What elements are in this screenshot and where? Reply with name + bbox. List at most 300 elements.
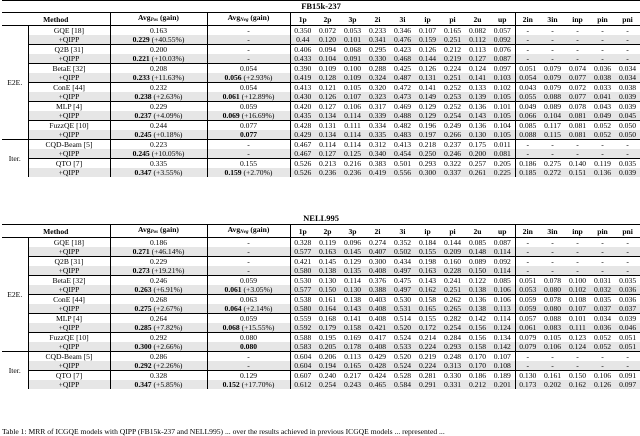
- metric-cell: 0.424: [365, 371, 390, 381]
- query-header: pin: [590, 13, 615, 26]
- metric-cell: 0.124: [465, 64, 490, 74]
- method-name: GQE [18]: [53, 238, 85, 247]
- metric-cell: 0.138: [468, 304, 487, 313]
- metric-cell: 0.300: [365, 257, 390, 267]
- metric-cell: 0.051: [615, 333, 640, 343]
- metric-cell: 0.473: [393, 92, 412, 101]
- metric-cell: 0.212: [440, 45, 465, 55]
- metric-cell: -: [551, 266, 554, 275]
- metric-cell: 0.607: [290, 371, 315, 381]
- metric-cell: 0.156: [465, 333, 490, 343]
- metric-cell: 0.134: [318, 130, 337, 139]
- metric-cell: 0.145: [343, 247, 362, 256]
- avg-pos-gain: (+2.26%): [151, 361, 183, 370]
- metric-cell: 0.130: [343, 285, 362, 294]
- metric-cell: -: [615, 140, 640, 150]
- avg-pos-value: [110, 314, 207, 324]
- avg-pos-gain: (+6.91%): [151, 285, 183, 294]
- metric-cell: 0.053: [343, 26, 362, 35]
- method-name: Q2B [31]: [28, 257, 110, 267]
- avg-pos-number: 0.237: [134, 111, 152, 120]
- metric-cell: 0.252: [440, 83, 465, 93]
- avg-pos-value: [110, 26, 207, 36]
- metric-cell: -: [576, 26, 579, 35]
- metric-cell: 0.038: [615, 83, 640, 93]
- method-name: +QIPP: [58, 380, 80, 389]
- metric-cell: 0.096: [343, 238, 362, 247]
- metric-cell: 0.165: [343, 361, 362, 370]
- table-row-baseline: [2, 121, 640, 131]
- metric-cell: -: [590, 45, 615, 55]
- metric-cell: 0.119: [590, 159, 615, 169]
- avg-neg-gain: (+2.93%): [241, 73, 273, 82]
- avg-neg-number: -: [247, 361, 250, 370]
- metric-cell: 0.106: [543, 342, 562, 351]
- avg-neg-value: [207, 159, 290, 169]
- metric-cell: 0.218: [415, 140, 440, 150]
- table-row-baseline: [2, 102, 640, 112]
- metric-cell: 0.172: [418, 323, 437, 332]
- metric-cell: 0.055: [515, 92, 540, 102]
- metric-cell: 0.035: [590, 295, 615, 305]
- metric-cell: -: [576, 35, 579, 44]
- avg-pos-gain: (+7.82%): [151, 323, 183, 332]
- avg-neg-number: 0.159: [224, 168, 242, 177]
- method-name: CQD-Beam [5]: [28, 140, 110, 150]
- avg-pos-number: 0.268: [149, 295, 168, 304]
- metric-cell: 0.408: [368, 266, 387, 275]
- metric-cell: 0.115: [544, 130, 561, 139]
- metric-cell: 0.434: [390, 257, 415, 267]
- metric-cell: 0.149: [418, 92, 437, 101]
- table-row-qipp: [2, 73, 640, 83]
- metric-cell: 0.201: [493, 380, 511, 389]
- metric-cell: 0.376: [365, 276, 390, 286]
- metric-cell: 0.237: [440, 140, 465, 150]
- metric-cell: 0.072: [565, 83, 590, 93]
- avg-neg-number: -: [247, 26, 250, 35]
- table-row-qipp: [2, 380, 640, 389]
- metric-cell: 0.102: [568, 285, 587, 294]
- metric-cell: 0.592: [290, 323, 315, 333]
- metric-cell: 0.088: [543, 92, 562, 101]
- metric-cell: 0.475: [390, 276, 415, 286]
- avg-pos-gain: (+5.85%): [151, 380, 183, 389]
- metric-cell: 0.417: [365, 333, 390, 343]
- method-name: +QIPP: [58, 168, 80, 177]
- metric-cell: 0.087: [493, 238, 511, 247]
- avg-pos-value: [110, 149, 207, 159]
- metric-cell: 0.246: [443, 149, 462, 158]
- avg-pos-gain: (+11.63%): [149, 73, 185, 82]
- metric-cell: 0.092: [490, 257, 515, 267]
- metric-cell: 0.141: [340, 314, 365, 324]
- avg-pos-number: 0.229: [132, 35, 150, 44]
- metric-cell: 0.125: [343, 149, 362, 158]
- query-header: pin: [590, 225, 615, 238]
- avg-pos-number: 0.264: [149, 314, 168, 323]
- table-row-baseline: [2, 45, 640, 55]
- method-name: QTO [7]: [28, 159, 110, 169]
- metric-cell: 0.079: [540, 64, 565, 74]
- metric-cell: 0.158: [343, 323, 362, 332]
- metric-cell: 0.117: [540, 121, 565, 131]
- metric-cell: 0.032: [593, 285, 612, 294]
- metric-cell: 0.107: [490, 352, 515, 362]
- metric-cell: 0.121: [315, 83, 340, 93]
- metric-cell: 0.136: [593, 168, 612, 177]
- query-header: up: [490, 225, 515, 238]
- metric-cell: 0.081: [568, 111, 587, 120]
- avg-neg-value: [207, 352, 290, 362]
- metric-cell: 0.141: [415, 83, 440, 93]
- metric-cell: -: [551, 238, 554, 247]
- avg-neg-number: -: [247, 149, 250, 158]
- metric-cell: 0.120: [318, 35, 337, 44]
- metric-cell: 0.089: [465, 257, 490, 267]
- avg-neg-number: 0.054: [239, 83, 258, 92]
- metric-cell: 0.584: [393, 380, 412, 389]
- query-header: inp: [565, 13, 590, 26]
- metric-cell: 0.488: [393, 111, 412, 120]
- metric-cell: 0.107: [418, 26, 437, 35]
- table-row-baseline: [2, 333, 640, 343]
- metric-cell: 0.320: [365, 83, 390, 93]
- metric-cell: 0.186: [465, 371, 490, 381]
- metric-cell: 0.140: [565, 159, 590, 169]
- table-caption: Table 1: MRR of ICGQE models with QIPP (FB15k-237 and NELL995) ... over the results achieved in previous ICGQE models ... represented ...: [2, 427, 445, 436]
- query-header: 3i: [390, 13, 415, 26]
- metric-cell: 0.413: [390, 140, 415, 150]
- metric-cell: 0.111: [569, 323, 586, 332]
- metric-cell: 0.243: [343, 380, 362, 389]
- metric-cell: 0.041: [593, 92, 612, 101]
- metric-cell: 0.240: [315, 371, 340, 381]
- table-row-qipp: [2, 149, 640, 159]
- metric-cell: 0.143: [468, 111, 487, 120]
- metric-cell: 0.165: [443, 26, 462, 35]
- metric-cell: 0.077: [568, 73, 587, 82]
- metric-cell: 0.107: [568, 304, 587, 313]
- metric-cell: 0.295: [365, 45, 390, 55]
- avg-pos-number: 0.229: [149, 102, 168, 111]
- avg-neg-header-label: Avg: [227, 225, 241, 234]
- avg-neg-value: [207, 64, 290, 74]
- metric-cell: 0.109: [315, 64, 340, 74]
- avg-pos-header-gain: (gain): [158, 225, 179, 234]
- metric-cell: 0.530: [290, 276, 315, 286]
- metric-cell: 0.186: [515, 159, 540, 169]
- metric-cell: 0.159: [418, 35, 437, 44]
- avg-neg-header: [207, 225, 290, 238]
- metric-cell: 0.206: [315, 352, 340, 362]
- metric-cell: 0.106: [490, 295, 515, 305]
- metric-cell: 0.324: [368, 73, 387, 82]
- metric-cell: 0.185: [515, 168, 540, 177]
- metric-cell: 0.189: [490, 371, 515, 381]
- metric-cell: 0.526: [290, 168, 315, 177]
- metric-cell: 0.388: [368, 285, 387, 294]
- metric-cell: 0.170: [465, 352, 490, 362]
- metric-cell: 0.252: [440, 102, 465, 112]
- metric-cell: -: [551, 54, 554, 63]
- avg-pos-gain: (+46.14%): [149, 247, 185, 256]
- metric-cell: 0.103: [493, 73, 511, 82]
- avg-pos-value: [110, 371, 207, 381]
- metric-cell: 0.331: [443, 380, 462, 389]
- metric-cell: 0.114: [344, 111, 361, 120]
- metric-cell: 0.214: [415, 333, 440, 343]
- metric-cell: 0.44: [290, 35, 315, 45]
- metric-cell: 0.421: [290, 257, 315, 267]
- metric-cell: -: [515, 238, 540, 248]
- table-row-qipp: [2, 111, 640, 121]
- metric-cell: 0.195: [315, 333, 340, 343]
- metric-cell: 0.261: [468, 168, 487, 177]
- avg-pos-number: 0.273: [132, 266, 150, 275]
- avg-pos-value: [110, 257, 207, 267]
- metric-cell: -: [601, 361, 604, 370]
- metric-cell: 0.197: [418, 130, 437, 139]
- metric-cell: 0.134: [318, 111, 337, 120]
- table-row-baseline: [2, 26, 640, 36]
- metric-cell: 0.108: [565, 295, 590, 305]
- metric-cell: 0.538: [290, 295, 315, 305]
- table-row-qipp: [2, 247, 640, 257]
- avg-pos-gain: (+2.67%): [151, 304, 183, 313]
- metric-cell: 0.408: [368, 304, 387, 313]
- metric-cell: 0.033: [590, 83, 615, 93]
- avg-neg-value: [207, 314, 290, 324]
- metric-cell: 0.079: [543, 73, 562, 82]
- metric-cell: -: [626, 247, 629, 256]
- metric-cell: 0.091: [343, 54, 362, 63]
- metric-cell: -: [515, 54, 540, 64]
- metric-cell: -: [540, 140, 565, 150]
- metric-cell: 0.085: [490, 276, 515, 286]
- avg-neg-value: [207, 371, 290, 381]
- metric-cell: 0.126: [593, 380, 612, 389]
- avg-neg-header-label: Avg: [227, 13, 241, 22]
- avg-neg-number: -: [247, 266, 250, 275]
- metric-cell: -: [590, 257, 615, 267]
- metric-cell: -: [626, 26, 629, 35]
- metric-cell: 0.337: [443, 168, 462, 177]
- metric-cell: -: [551, 247, 554, 256]
- metric-cell: 0.196: [415, 121, 440, 131]
- avg-neg-number: 0.061: [224, 285, 242, 294]
- metric-cell: 0.035: [615, 276, 640, 286]
- metric-cell: 0.011: [490, 140, 515, 150]
- metric-cell: 0.142: [493, 342, 511, 351]
- metric-cell: 0.039: [615, 102, 640, 112]
- avg-neg-number: -: [247, 238, 250, 247]
- metric-cell: 0.057: [493, 26, 511, 35]
- avg-pos-value: [110, 276, 207, 286]
- metric-cell: 0.074: [565, 64, 590, 74]
- metric-cell: 0.061: [515, 323, 540, 333]
- avg-pos-header-gain: (gain): [158, 13, 179, 22]
- metric-cell: -: [576, 247, 579, 256]
- metric-cell: 0.272: [543, 168, 562, 177]
- avg-neg-number: -: [247, 54, 250, 63]
- metric-cell: -: [515, 26, 540, 36]
- metric-cell: 0.604: [290, 361, 315, 371]
- metric-cell: 0.101: [343, 35, 362, 44]
- avg-pos-value: [110, 295, 207, 305]
- metric-cell: 0.079: [540, 83, 565, 93]
- metric-cell: 0.158: [468, 342, 487, 351]
- avg-neg-number: 0.077: [239, 130, 258, 139]
- metric-cell: 0.248: [440, 352, 465, 362]
- metric-cell: 0.113: [340, 352, 365, 362]
- metric-cell: 0.429: [365, 352, 390, 362]
- metric-cell: 0.158: [415, 295, 440, 305]
- metric-cell: 0.088: [540, 314, 565, 324]
- metric-cell: 0.130: [315, 276, 340, 286]
- avg-neg-value: [207, 323, 290, 333]
- metric-cell: 0.420: [290, 102, 315, 112]
- metric-cell: 0.148: [468, 247, 487, 256]
- avg-pos-gain: (+2.66%): [151, 342, 183, 351]
- table-row-qipp: [2, 54, 640, 64]
- metric-cell: 0.514: [390, 314, 415, 324]
- metric-cell: -: [626, 266, 629, 275]
- metric-cell: 0.130: [515, 371, 540, 381]
- metric-cell: 0.604: [290, 352, 315, 362]
- metric-cell: 0.341: [368, 35, 387, 44]
- avg-pos-number: 0.245: [132, 149, 150, 158]
- metric-cell: 0.425: [390, 64, 415, 74]
- metric-cell: 0.408: [365, 314, 390, 324]
- metric-cell: 0.139: [468, 92, 487, 101]
- table-row-qipp: [2, 266, 640, 276]
- metric-cell: 0.150: [468, 266, 487, 275]
- metric-cell: 0.150: [318, 285, 337, 294]
- metric-cell: 0.406: [290, 45, 315, 55]
- method-name: +QIPP: [58, 323, 80, 332]
- avg-pos-number: 0.328: [149, 371, 168, 380]
- method-name: FuzzQE [10]: [28, 121, 110, 131]
- group-label-e2e: E2E.: [2, 26, 28, 140]
- table-row-qipp: [2, 285, 640, 295]
- metric-cell: 0.113: [493, 304, 511, 313]
- table-row-qipp: [2, 92, 640, 102]
- metric-cell: 0.162: [568, 380, 587, 389]
- metric-cell: 0.035: [615, 159, 640, 169]
- metric-cell: 0.251: [443, 35, 462, 44]
- avg-pos-value: [110, 159, 207, 169]
- metric-cell: 0.160: [440, 257, 465, 267]
- metric-cell: 0.328: [290, 238, 315, 248]
- avg-pos-number: 0.163: [149, 26, 168, 35]
- metric-cell: 0.136: [465, 121, 490, 131]
- metric-cell: 0.163: [318, 247, 337, 256]
- avg-pos-number: 0.347: [134, 380, 152, 389]
- avg-pos-number: 0.200: [149, 45, 168, 54]
- metric-cell: 0.104: [543, 111, 562, 120]
- metric-cell: 0.469: [390, 102, 415, 112]
- metric-cell: 0.082: [468, 26, 487, 35]
- metric-cell: 0.105: [340, 83, 365, 93]
- metric-cell: 0.037: [619, 304, 637, 313]
- metric-cell: -: [551, 361, 554, 370]
- metric-cell: -: [601, 149, 604, 158]
- metric-cell: 0.251: [443, 73, 462, 82]
- metric-cell: -: [626, 35, 629, 44]
- metric-cell: 0.352: [393, 238, 412, 247]
- avg-pos-number: 0.233: [132, 73, 150, 82]
- table-row-baseline: [2, 140, 640, 150]
- avg-pos-value: [110, 247, 207, 257]
- metric-cell: 0.079: [515, 342, 540, 352]
- metric-cell: 0.119: [319, 238, 336, 247]
- metric-cell: 0.577: [290, 247, 315, 257]
- avg-neg-number: 0.080: [239, 342, 258, 351]
- avg-neg-number: 0.063: [239, 295, 258, 304]
- metric-cell: 0.114: [340, 140, 365, 150]
- metric-cell: 0.423: [390, 45, 415, 55]
- metric-cell: 0.403: [365, 295, 390, 305]
- avg-neg-number: 0.068: [222, 323, 240, 332]
- metric-cell: 0.428: [290, 121, 315, 131]
- metric-cell: -: [601, 238, 604, 247]
- metric-cell: 0.059: [515, 304, 540, 314]
- metric-cell: 0.106: [340, 102, 365, 112]
- avg-neg-value: [207, 295, 290, 305]
- metric-cell: 0.502: [393, 247, 412, 256]
- metric-cell: 0.225: [493, 168, 511, 177]
- avg-pos-gain: (+40.55%): [149, 35, 185, 44]
- metric-cell: 0.334: [365, 121, 390, 131]
- metric-cell: 0.151: [568, 168, 587, 177]
- avg-neg-number: -: [247, 45, 250, 54]
- metric-cell: 0.127: [318, 149, 337, 158]
- metric-cell: 0.114: [490, 314, 515, 324]
- metric-cell: 0.219: [443, 54, 462, 63]
- table-row-qipp: [2, 130, 640, 140]
- metric-cell: 0.577: [290, 285, 315, 295]
- metric-cell: 0.108: [493, 361, 511, 370]
- metric-cell: -: [515, 257, 540, 267]
- metric-cell: -: [615, 352, 640, 362]
- metric-cell: 0.249: [440, 121, 465, 131]
- metric-cell: 0.317: [365, 102, 390, 112]
- table-row-baseline: [2, 83, 640, 93]
- avg-pos-number: 0.275: [134, 304, 152, 313]
- metric-cell: 0.106: [590, 371, 615, 381]
- avg-pos-number: 0.221: [132, 54, 150, 63]
- query-header: 2in: [515, 225, 540, 238]
- avg-neg-number: 0.059: [239, 276, 258, 285]
- query-header: 3i: [390, 225, 415, 238]
- metric-cell: 0.233: [368, 26, 387, 35]
- metric-cell: 0.129: [418, 111, 437, 120]
- table-row-qipp: [2, 361, 640, 371]
- metric-cell: 0.528: [390, 371, 415, 381]
- avg-pos-number: 0.347: [134, 168, 152, 177]
- metric-cell: 0.081: [568, 130, 587, 139]
- query-header: 2in: [515, 13, 540, 26]
- metric-cell: 0.155: [418, 247, 437, 256]
- query-header: up: [490, 13, 515, 26]
- metric-cell: 0.429: [290, 130, 315, 140]
- avg-neg-value: [207, 361, 290, 371]
- avg-pos-value: [110, 266, 207, 276]
- method-name: +QIPP: [58, 130, 80, 139]
- metric-cell: 0.081: [565, 121, 590, 131]
- metric-cell: 0.034: [590, 314, 615, 324]
